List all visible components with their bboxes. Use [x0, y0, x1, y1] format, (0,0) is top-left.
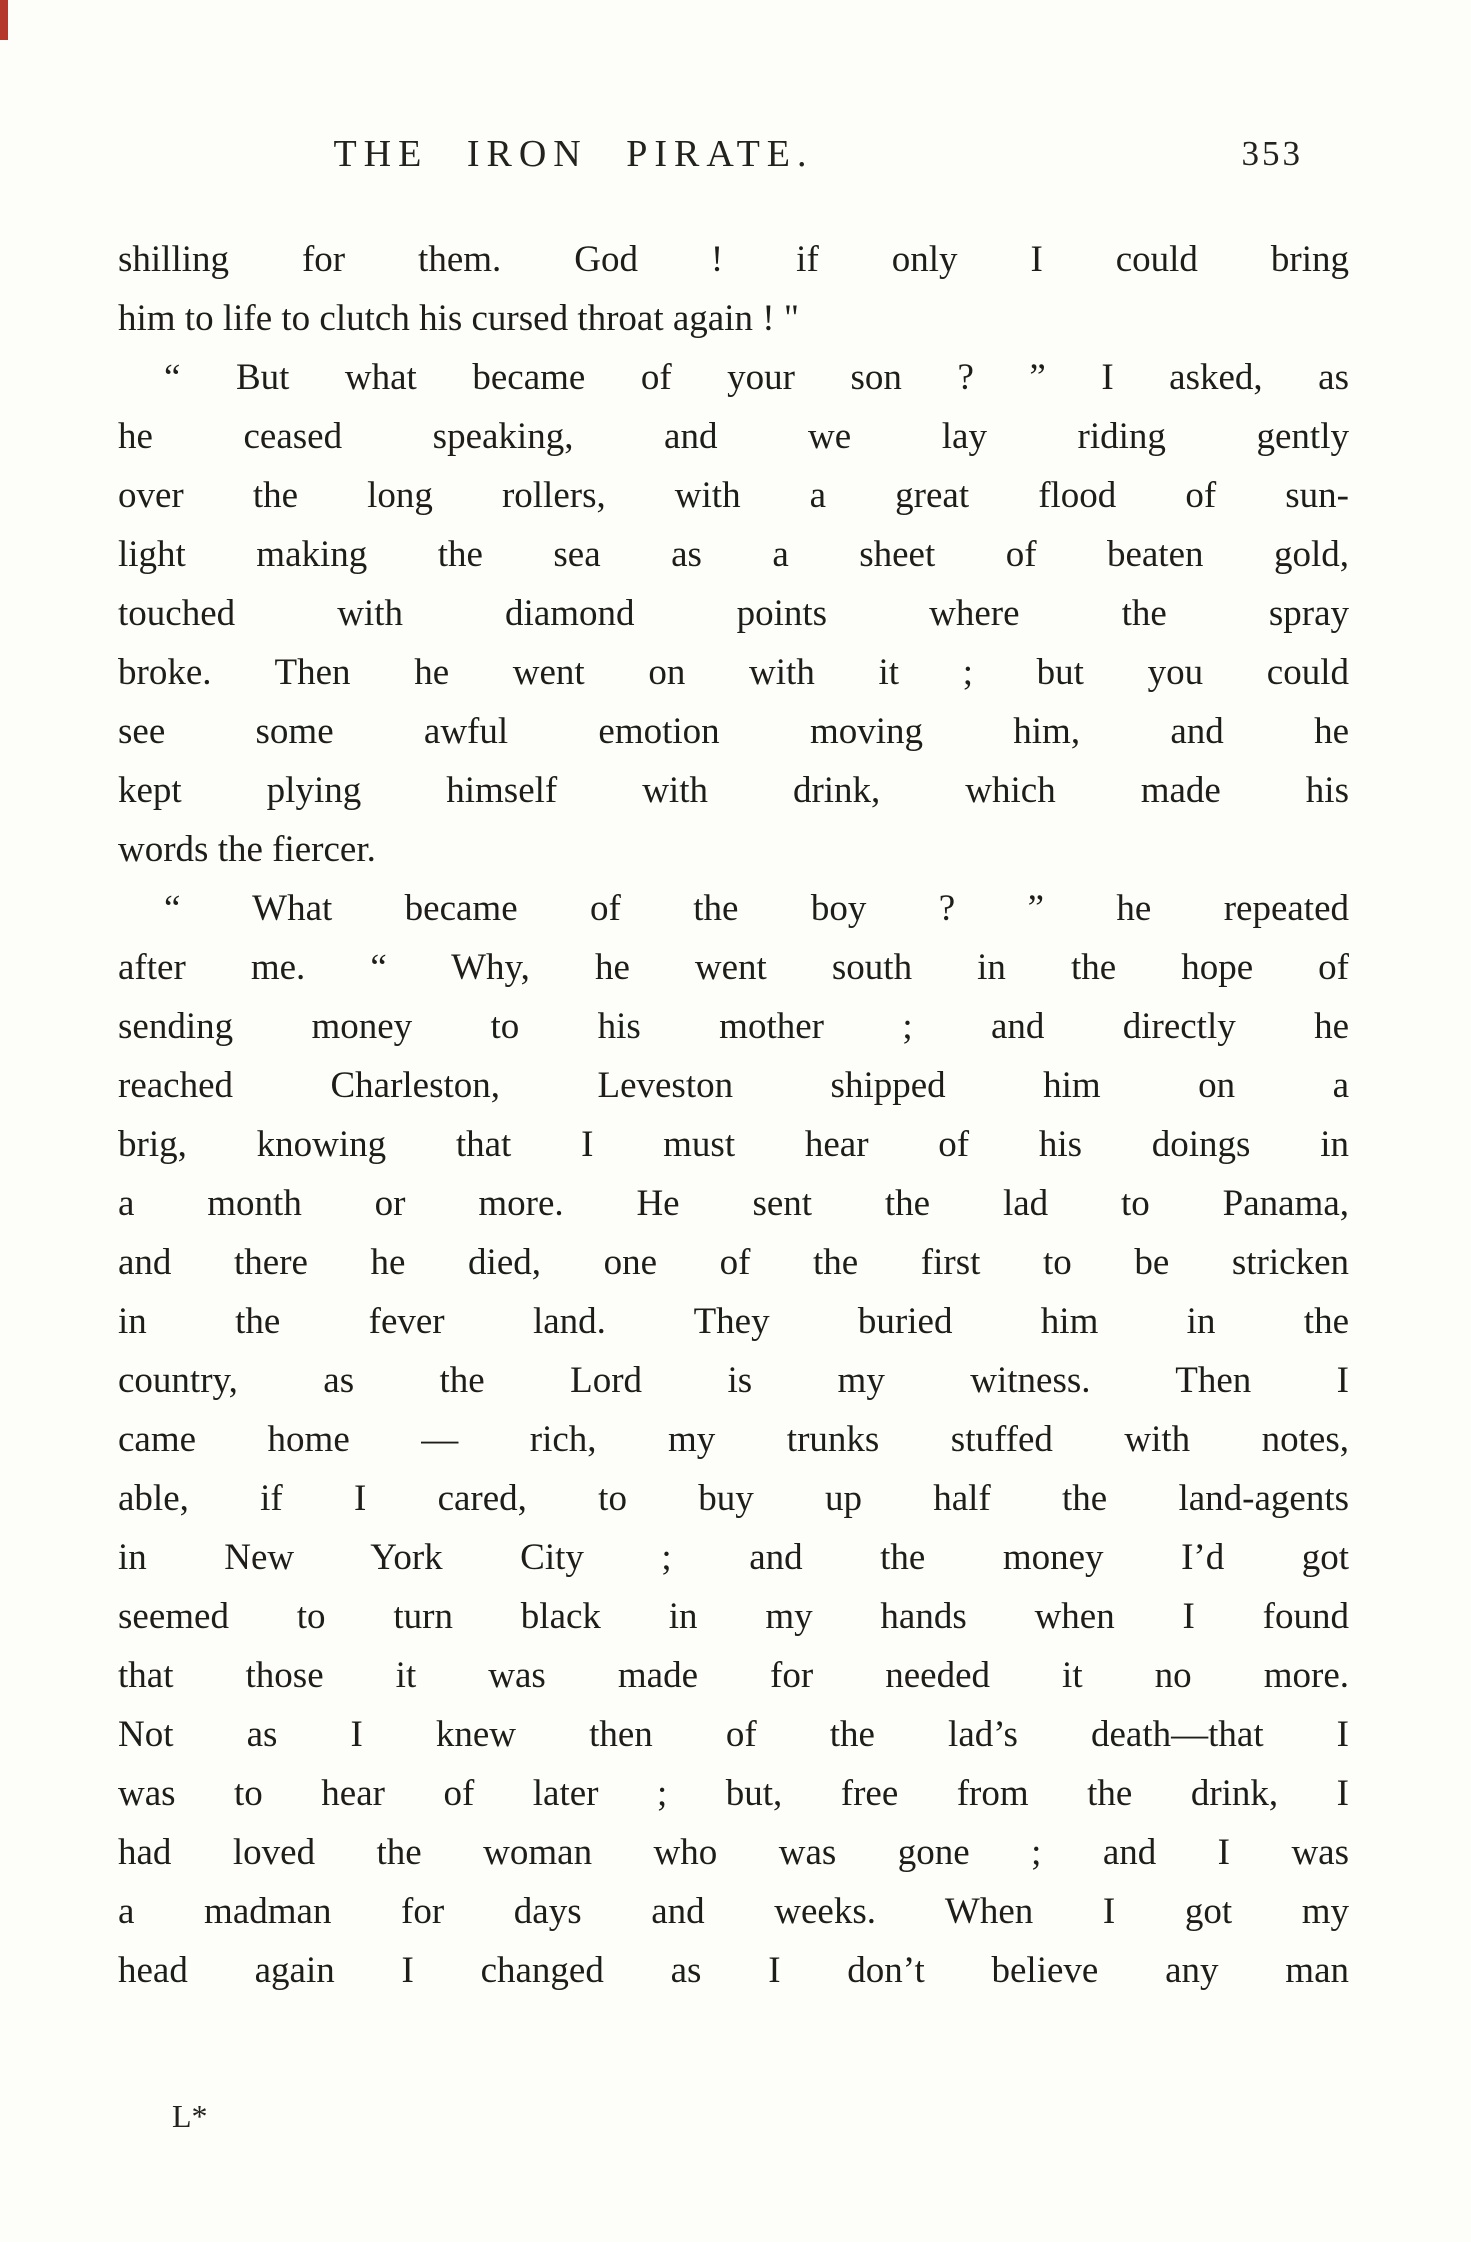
text-line: a month or more. He sent the lad to Panama, — [118, 1183, 1349, 1224]
text-line: able, if I cared, to buy up half the land-agents — [118, 1478, 1349, 1519]
text-line: Not as I knew then of the lad’s death—that I — [118, 1714, 1349, 1755]
text-line: see some awful emotion moving him, and he — [118, 711, 1349, 752]
scan-edge-artifact — [0, 0, 8, 40]
text-line: brig, knowing that I must hear of his doings in — [118, 1124, 1349, 1165]
text-line: seemed to turn black in my hands when I found — [118, 1596, 1349, 1637]
running-title: THE IRON PIRATE. — [333, 133, 814, 175]
text-line: kept plying himself with drink, which made his — [118, 770, 1349, 811]
page-header — [118, 132, 1349, 188]
text-line: touched with diamond points where the spray — [118, 593, 1349, 634]
printers-signature: L* — [172, 2098, 208, 2134]
text-line: light making the sea as a sheet of beaten gold, — [118, 534, 1349, 575]
text-line: and there he died, one of the first to be stricken — [118, 1242, 1349, 1283]
text-line: reached Charleston, Leveston shipped him on a — [118, 1065, 1349, 1106]
text-line: shilling for them. God ! if only I could bring — [118, 239, 1349, 280]
text-line: head again I changed as I don’t believe any man — [118, 1950, 1349, 1991]
text-line: came home — rich, my trunks stuffed with notes, — [118, 1419, 1349, 1460]
text-line: country, as the Lord is my witness. Then I — [118, 1360, 1349, 1401]
text-line: after me. “ Why, he went south in the hope of — [118, 947, 1349, 988]
text-line: words the fiercer. — [118, 829, 376, 870]
text-line: him to life to clutch his cursed throat again ! " — [118, 298, 799, 339]
text-line: over the long rollers, with a great flood of sun- — [118, 475, 1349, 516]
text-line: that those it was made for needed it no more. — [118, 1655, 1349, 1696]
text-line: in the fever land. They buried him in the — [118, 1301, 1349, 1342]
text-line: “ But what became of your son ? ” I asked, as — [164, 357, 1349, 398]
text-block — [118, 230, 1349, 2000]
page-number: 353 — [1241, 134, 1303, 173]
text-line: had loved the woman who was gone ; and I was — [118, 1832, 1349, 1873]
text-line: sending money to his mother ; and directly he — [118, 1006, 1349, 1047]
text-line: he ceased speaking, and we lay riding gently — [118, 416, 1349, 457]
text-line: “ What became of the boy ? ” he repeated — [164, 888, 1349, 929]
text-line: broke. Then he went on with it ; but you could — [118, 652, 1349, 693]
text-line: in New York City ; and the money I’d got — [118, 1537, 1349, 1578]
text-line: was to hear of later ; but, free from the drink, I — [118, 1773, 1349, 1814]
text-line: a madman for days and weeks. When I got my — [118, 1891, 1349, 1932]
